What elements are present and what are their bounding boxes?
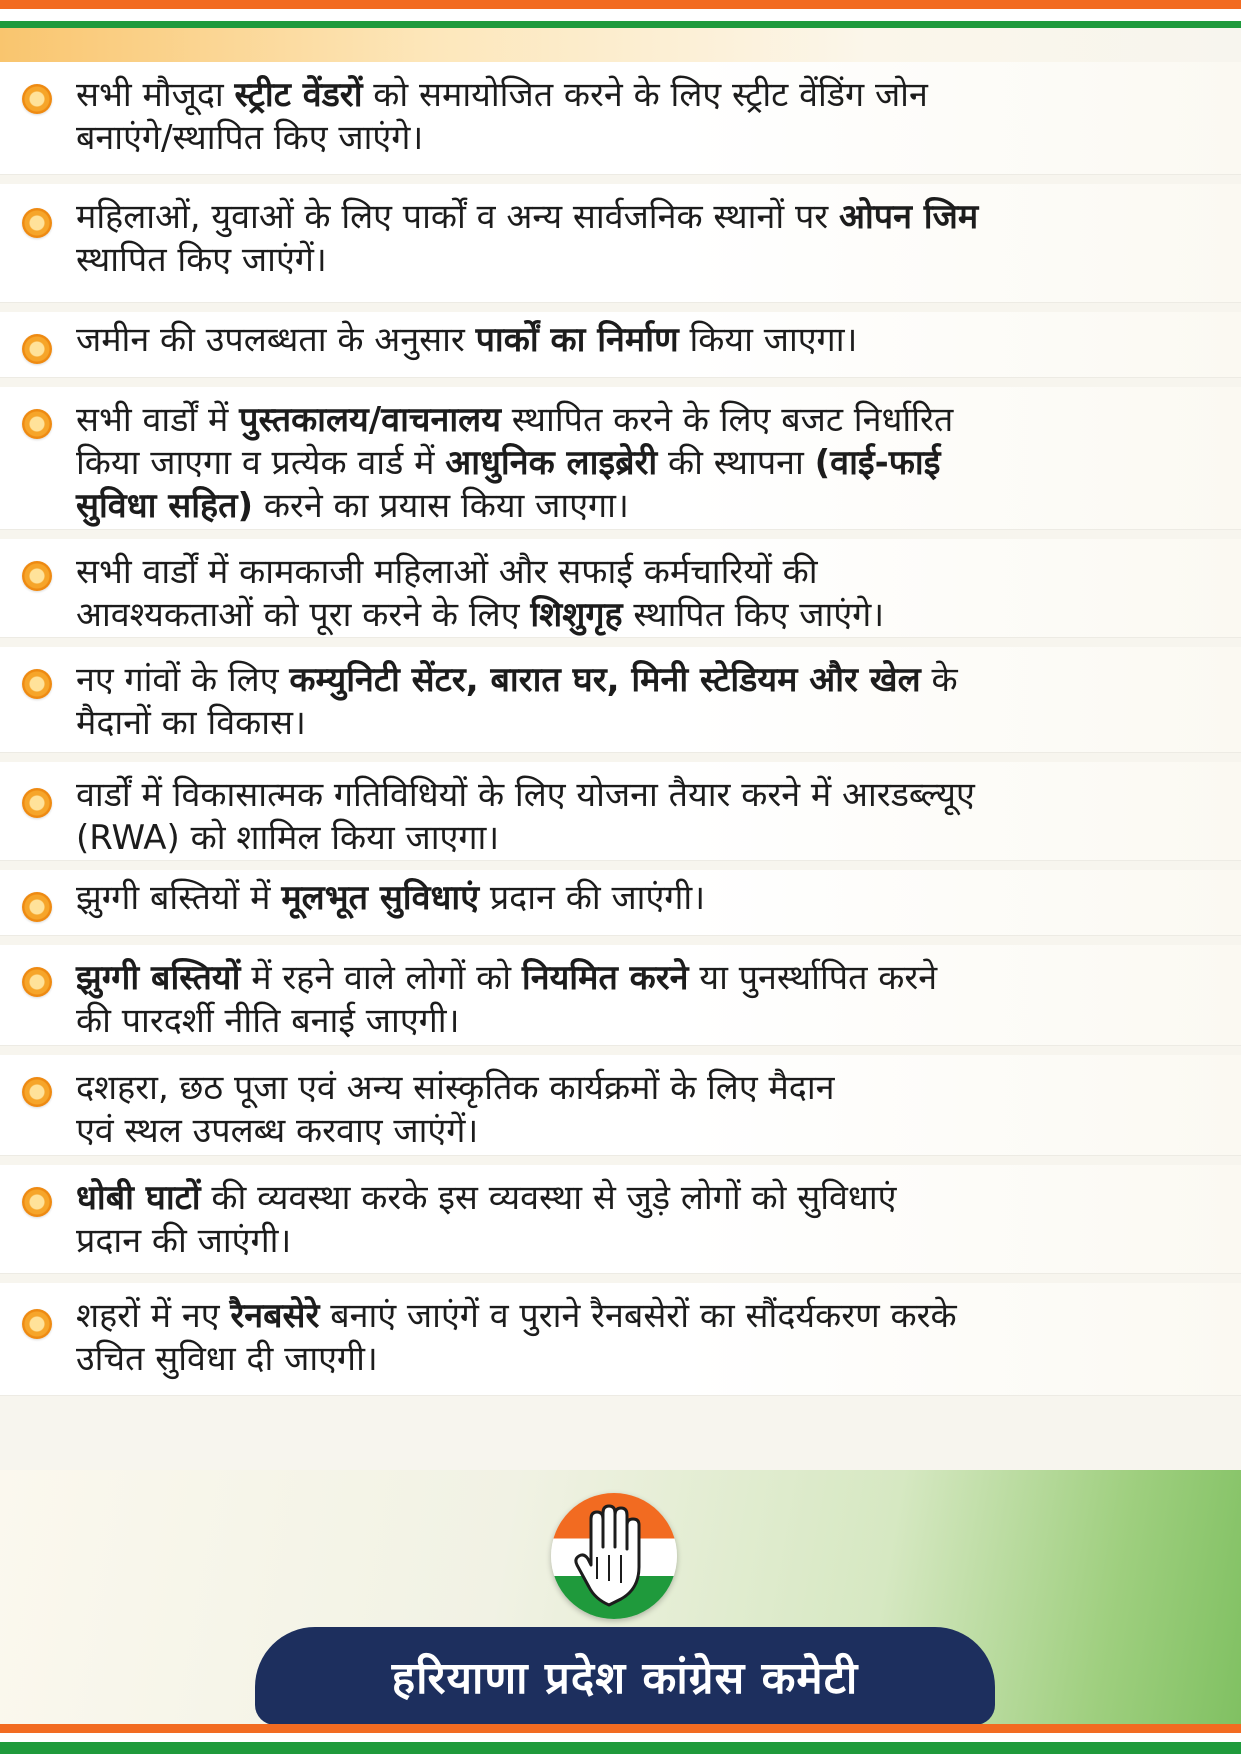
highlighted-phrase: मूलभूत सुविधाएं (281, 878, 480, 918)
plain-phrase: शहरों में नए (76, 1296, 231, 1336)
highlighted-phrase: पुस्तकालय/वाचनालय (239, 400, 501, 440)
highlighted-phrase: स्ट्रीट वेंडरों (234, 75, 363, 115)
plain-phrase: उचित सुविधा दी जाएगी। (76, 1339, 378, 1379)
orange-circle-bullet-icon (22, 1077, 52, 1107)
plain-phrase: के (920, 660, 958, 700)
plain-phrase: सभी वार्डों में कामकाजी महिलाओं और सफाई कर्मचारियों की (76, 552, 818, 592)
promise-item (0, 870, 1241, 935)
top-saffron-stripe (0, 0, 1241, 9)
top-white-stripe (0, 9, 1241, 21)
highlighted-phrase: कम्युनिटी सेंटर, बारात घर, मिनी स्टेडियम और खेल (289, 660, 921, 700)
orange-circle-bullet-icon (22, 892, 52, 922)
plain-phrase: मैदानों का विकास। (76, 703, 306, 743)
plain-phrase: सभी वार्डों में (76, 400, 240, 440)
plain-phrase: बनाएं जाएंगें व पुराने रैनबसेरों का सौंदर्यकरण करके (319, 1296, 957, 1336)
promise-text (76, 74, 1211, 160)
plain-phrase: स्थापित करने के लिए बजट निर्धारित (500, 400, 954, 440)
orange-circle-bullet-icon (22, 788, 52, 818)
bottom-white-stripe (0, 1733, 1241, 1742)
promise-item (0, 1165, 1241, 1273)
promise-item (0, 539, 1241, 637)
highlighted-phrase: नियमित करने (521, 958, 689, 998)
promise-text (76, 877, 1211, 920)
plain-phrase: आवश्यकताओं को पूरा करने के लिए (76, 595, 531, 635)
orange-circle-bullet-icon (22, 409, 52, 439)
orange-circle-bullet-icon (22, 1187, 52, 1217)
highlighted-phrase: सुविधा सहित) (76, 486, 254, 526)
plain-phrase: स्थापित किए जाएंगे। (622, 595, 885, 635)
plain-phrase: करने का प्रयास किया जाएगा। (253, 486, 629, 526)
orange-circle-bullet-icon (22, 84, 52, 114)
highlighted-phrase: ओपन जिम (838, 197, 979, 237)
highlighted-phrase: आधुनिक लाइब्रेरी (445, 443, 658, 483)
highlighted-phrase: शिशुगृह (530, 595, 623, 635)
bottom-green-stripe (0, 1742, 1241, 1754)
orange-circle-bullet-icon (22, 561, 52, 591)
promise-item (0, 184, 1241, 302)
orange-circle-bullet-icon (22, 1309, 52, 1339)
promise-item (0, 312, 1241, 377)
highlighted-phrase: झुग्गी बस्तियों (76, 958, 241, 998)
plain-phrase: वार्डों में विकासात्मक गतिविधियों के लिए योजना तैयार करने में आरडब्ल्यूए (76, 775, 975, 815)
promise-item (0, 647, 1241, 752)
plain-phrase: एवं स्थल उपलब्ध करवाए जाएंगें। (76, 1111, 479, 1151)
promise-text (76, 399, 1211, 528)
plain-phrase: प्रदान की जाएंगी। (479, 878, 706, 918)
plain-phrase: की व्यवस्था करके इस व्यवस्था से जुड़े लोगों को सुविधाएं (200, 1178, 897, 1218)
promise-item (0, 1283, 1241, 1395)
highlighted-phrase: धोबी घाटों (76, 1178, 201, 1218)
promise-item (0, 387, 1241, 529)
party-name-text: हरियाणा प्रदेश कांग्रेस कमेटी (391, 1653, 859, 1704)
top-gradient-band (0, 28, 1241, 64)
promise-item (0, 62, 1241, 174)
orange-circle-bullet-icon (22, 208, 52, 238)
promise-text (76, 551, 1211, 637)
promise-text (76, 1067, 1211, 1153)
plain-phrase: या पुनर्स्थापित करने (688, 958, 938, 998)
top-green-stripe (0, 21, 1241, 28)
plain-phrase: महिलाओं, युवाओं के लिए पार्कों व अन्य सार्वजनिक स्थानों पर (76, 197, 839, 237)
promise-item (0, 945, 1241, 1045)
plain-phrase: में रहने वाले लोगों को (240, 958, 522, 998)
orange-circle-bullet-icon (22, 967, 52, 997)
plain-phrase: प्रदान की जाएंगी। (76, 1221, 292, 1261)
highlighted-phrase: पार्कों का निर्माण (475, 320, 679, 360)
promise-text (76, 1177, 1211, 1263)
plain-phrase: सभी मौजूदा (76, 75, 235, 115)
promise-item (0, 1055, 1241, 1155)
highlighted-phrase: रैनबसेरे (230, 1296, 320, 1336)
bottom-saffron-stripe (0, 1724, 1241, 1733)
plain-phrase: जमीन की उपलब्धता के अनुसार (76, 320, 476, 360)
plain-phrase: नए गांवों के लिए (76, 660, 290, 700)
party-name-banner (255, 1627, 995, 1725)
plain-phrase: दशहरा, छठ पूजा एवं अन्य सांस्कृतिक कार्यक्रमों के लिए मैदान (76, 1068, 835, 1108)
plain-phrase: झुग्गी बस्तियों में (76, 878, 282, 918)
plain-phrase: किया जाएगा व प्रत्येक वार्ड में (76, 443, 446, 483)
plain-phrase: को समायोजित करने के लिए स्ट्रीट वेंडिंग जोन (362, 75, 928, 115)
promise-text (76, 774, 1211, 860)
congress-hand-logo-icon (551, 1493, 677, 1619)
orange-circle-bullet-icon (22, 334, 52, 364)
promise-text (76, 1295, 1211, 1381)
plain-phrase: बनाएंगे/स्थापित किए जाएंगे। (76, 118, 424, 158)
promise-text (76, 659, 1211, 745)
promise-text (76, 319, 1211, 362)
plain-phrase: किया जाएगा। (678, 320, 858, 360)
plain-phrase: (RWA) को शामिल किया जाएगा। (76, 818, 500, 858)
orange-circle-bullet-icon (22, 669, 52, 699)
plain-phrase: की स्थापना (657, 443, 815, 483)
promise-item (0, 762, 1241, 860)
highlighted-phrase: (वाई-फाई (814, 443, 941, 483)
plain-phrase: स्थापित किए जाएंगें। (76, 240, 327, 280)
promise-text (76, 957, 1211, 1043)
promise-text (76, 196, 1211, 282)
hand-symbol-icon (551, 1493, 677, 1619)
plain-phrase: की पारदर्शी नीति बनाई जाएगी। (76, 1001, 460, 1041)
